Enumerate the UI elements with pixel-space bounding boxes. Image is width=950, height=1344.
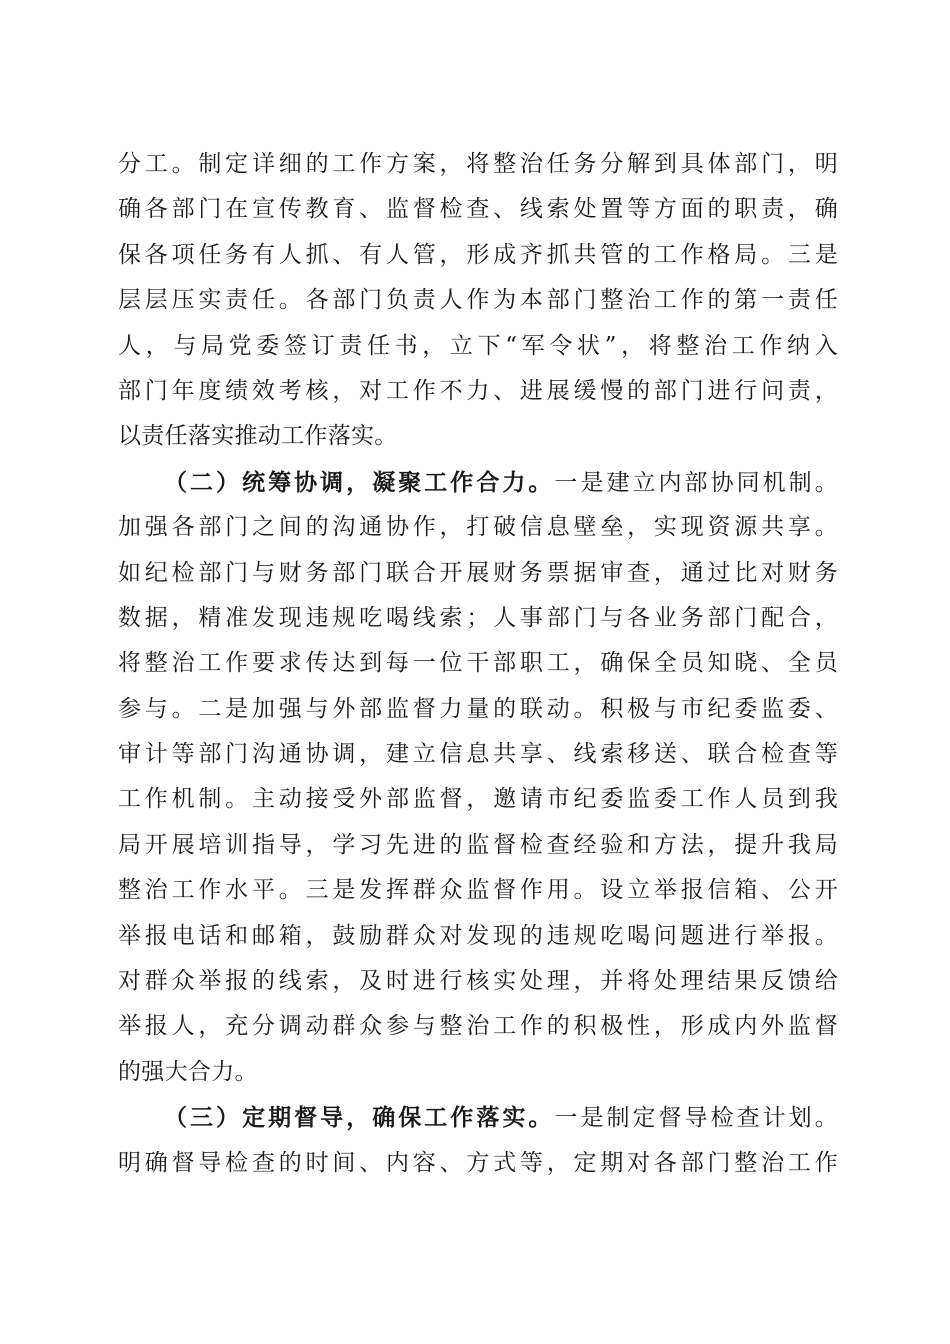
paragraph-line: 保各项任务有人抓、有人管，形成齐抓共管的工作格局。三是 [118,241,838,268]
paragraph-line: 层层压实责任。各部门负责人作为本部门整治工作的第一责任 [118,287,838,314]
section-heading-line [118,1095,838,1140]
paragraph-line: 的强大合力。 [118,1058,258,1085]
paragraph-line: 如纪检部门与财务部门联合开展财务票据审查，通过比对财务 [118,559,838,586]
paragraph-line: 局开展培训指导，学习先进的监督检查经验和方法，提升我局 [118,831,838,858]
paragraph-line: 审计等部门沟通协调，建立信息共享、线索移送、联合检查等 [118,741,838,768]
paragraph-line: 工作机制。主动接受外部监督，邀请市纪委监委工作人员到我 [118,786,838,813]
paragraph-line: 举报电话和邮箱，鼓励群众对发现的违规吃喝问题进行举报。 [118,922,838,949]
paragraph-line: 参与。二是加强与外部监督力量的联动。积极与市纪委监委、 [118,695,838,722]
section-heading-line [118,460,838,505]
paragraph-line: 加强各部门之间的沟通协作，打破信息壁垒，实现资源共享。 [118,514,838,541]
paragraph-line: 部门年度绩效考核，对工作不力、进展缓慢的部门进行问责， [118,377,838,404]
section-heading: （二）统筹协调，凝聚工作合力。 [164,468,555,496]
paragraph-line: 将整治工作要求传达到每一位干部职工，确保全员知晓、全员 [118,650,838,677]
paragraph-line: 举报人，充分调动群众参与整治工作的积极性，形成内外监督 [118,1013,838,1040]
paragraph-line: 确各部门在宣传教育、监督检查、线索处置等方面的职责，确 [118,196,838,223]
document-body [118,142,838,1186]
paragraph-line: 数据，精准发现违规吃喝线索；人事部门与各业务部门配合， [118,604,838,631]
paragraph-line: 分工。制定详细的工作方案，将整治任务分解到具体部门，明 [118,151,838,177]
section-heading: （三）定期督导，确保工作落实。 [164,1104,555,1132]
paragraph-line: 以责任落实推动工作落实。 [118,423,398,450]
paragraph-line: 人，与局党委签订责任书，立下“军令状”，将整治工作纳入 [118,332,838,359]
paragraph-line: 整治工作水平。三是发挥群众监督作用。设立举报信箱、公开 [118,877,838,904]
section-heading-rest: 一是制定督导检查计划。 [554,1105,838,1132]
section-heading-rest: 一是建立内部协同机制。 [554,469,838,496]
paragraph-line: 对群众举报的线索，及时进行核实处理，并将处理结果反馈给 [118,968,838,995]
paragraph-line: 明确督导检查的时间、内容、方式等，定期对各部门整治工作 [118,1149,838,1176]
